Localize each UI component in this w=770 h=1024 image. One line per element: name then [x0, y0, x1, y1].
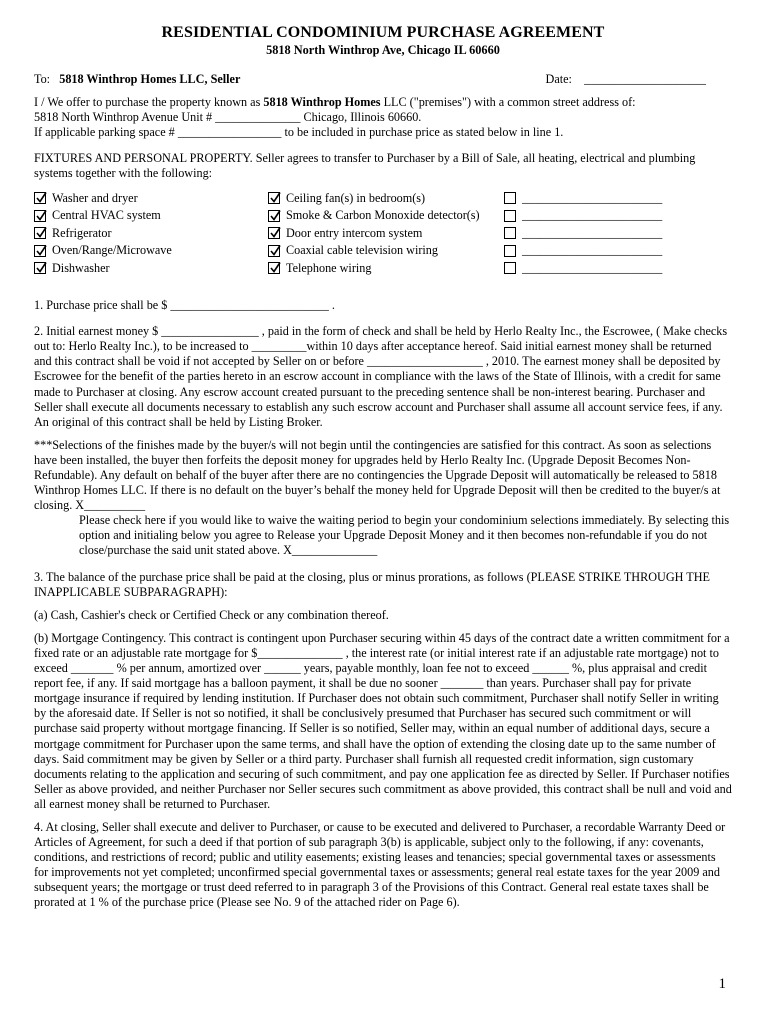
section-4-closing: 4. At closing, Seller shall execute and deliver to Purchaser, or cause to be executed and delivered to Purchaser, a recordable Warranty Deed or Articles of Agreement, for such a deed if that portion of sub paragraph 3(b) is applicable, subject only to the following, if any: covenants, conditions, and restrictions of record; public and utility easements; existing leases and tenancies; special governmental taxes or assessments for improvements not yet completed; unconfirmed special governmental taxes or assessments; general real estate taxes for the year 2009 and subsequent years; the mortgage or trust deed referred to in paragraph 3 of the Provisions of this Contract. General real estate taxes shall be prorated at 1 % of the purchase price (Please see No. 9 of the attached rider on Page 6). [34, 819, 726, 910]
fixture-col1-item[interactable]: Refrigerator [34, 226, 268, 242]
fixture-blank-item[interactable]: _______________________ [504, 243, 732, 259]
checked-checkbox-icon[interactable] [268, 227, 280, 239]
fixture-col1-item[interactable]: Central HVAC system [34, 208, 268, 224]
property-name: 5818 Winthrop Homes [263, 95, 381, 110]
offer-line-1: I / We offer to purchase the property known as 5818 Winthrop Homes LLC ("premises") with a common street address of: [34, 95, 636, 110]
offer-line-2[interactable]: 5818 North Winthrop Avenue Unit # ______________ Chicago, Illinois 60660. [34, 110, 422, 125]
checked-checkbox-icon[interactable] [34, 262, 46, 274]
section-3b-mortgage[interactable]: (b) Mortgage Contingency. This contract is contingent upon Purchaser securing within 45 days of the contract date a written commitment for a fixed rate or an adjustable rate mortgage for $______________ , the interest rate (or initial interest rate if an adjustable rate mortgage) not to exceed _______ % per annum, amortized over ______ years, payable monthly, loan fee not to exceed ______ %, plus appraisal and credit report fee, if any. If said mortgage has a balloon payment, it shall be due no sooner _______ than years. Purchaser shall pay for private mortgage insurance if required by lending institution. If Purchaser does not obtain such commitment, Purchaser shall notify Seller in writing by the aforesaid date. If Seller is not so notified, it shall be conclusively presumed that Purchaser has secured such commitment or will purchase said property without mortgage financing. If Seller is so notified, Seller may, within an equal number of additional days, secure a mortgage commitment for Purchaser upon the same terms, and shall have the option of extending the closing date up to the same number of days. Said commitment may be given by Seller or a third party. Purchaser shall furnish all requested credit information, sign customary documents relating to the application and securing of such commitment, and pay one application fee as directed by Seller. If Purchaser notifies Seller as above provided, and neither Purchaser nor Seller secures such commitment as above provided, this contract shall be null and void and all earnest money shall be returned to Purchaser. [34, 630, 732, 811]
section-1-purchase-price[interactable]: 1. Purchase price shall be $ __________________________ . [34, 298, 335, 313]
fixture-col1-item[interactable]: Dishwasher [34, 261, 268, 277]
checked-checkbox-icon[interactable] [268, 262, 280, 274]
fixture-col2-item[interactable]: Ceiling fan(s) in bedroom(s) [268, 191, 504, 207]
fixtures-heading: FIXTURES AND PERSONAL PROPERTY. Seller agrees to transfer to Purchaser by a Bill of Sale, all heating, electrical and plumbing systems together with the following: [34, 151, 696, 181]
page-number: 1 [718, 976, 726, 992]
empty-checkbox-icon[interactable] [504, 262, 516, 274]
property-address: 5818 North Winthrop Ave, Chicago IL 60660 [266, 43, 500, 57]
selections-clause[interactable]: ***Selections of the finishes made by the buyer/s will not begin until the contingencies are satisfied for this contract. As soon as selections have been installed, the buyer then forfeits the deposit money for upgrades held by Herlo Realty Inc. (Upgrade Deposit Becomes Non-Refundable). Any default on behalf of the buyer after there are no contingencies the Upgrade Deposit will automatically be released to 5818 Winthrop Homes LLC. If there is no default on the buyer’s behalf the money held for Upgrade Deposit will then be credited to the buyer/s at closing. X__________ [34, 437, 721, 513]
checked-checkbox-icon[interactable] [34, 192, 46, 204]
section-2-earnest-money[interactable]: 2. Initial earnest money $ ________________ , paid in the form of check and shall be held by Herlo Realty Inc., the Escrowee, ( Make checks out to: Herlo Realty Inc.), to be increased to _________within 10 days after acceptance hereof. Said initial earnest money shall be returned and this contract shall be void if not accepted by Seller on or before ___________________ , 2010. The earnest money shall be deposited by Escrowee for the benefit of the parties hereto in an escrow account in compliance with the laws of the State of Illinois, with a credit for same made to Purchaser at closing. Any escrow account created pursuant to the preceding sentence shall be non-interest bearing. Purchaser and Seller shall execute all documents necessary to establish any such escrow account and Purchaser shall assume all account service fees, if any. An original of this contract shall be held by Listing Broker. [34, 324, 728, 429]
fixture-blank-item[interactable]: _______________________ [504, 191, 732, 207]
seller-name: 5818 Winthrop Homes LLC, Seller [59, 72, 241, 86]
checked-checkbox-icon[interactable] [34, 227, 46, 239]
empty-checkbox-icon[interactable] [504, 210, 516, 222]
checked-checkbox-icon[interactable] [268, 245, 280, 257]
offer-line-3[interactable]: If applicable parking space # _________________ to be included in purchase price as stated below in line 1. [34, 125, 564, 140]
document-title: RESIDENTIAL CONDOMINIUM PURCHASE AGREEMENT [161, 24, 605, 41]
empty-checkbox-icon[interactable] [504, 245, 516, 257]
checked-checkbox-icon[interactable] [34, 210, 46, 222]
section-3-balance: 3. The balance of the purchase price shall be paid at the closing, plus or minus prorations, as follows (PLEASE STRIKE THROUGH THE INAPPLICABLE SUBPARAGRAPH): [34, 569, 710, 599]
checked-checkbox-icon[interactable] [268, 192, 280, 204]
fixture-blank-item[interactable]: _______________________ [504, 226, 732, 242]
parties-row [34, 72, 732, 87]
fixtures-checklist [34, 191, 732, 277]
agreement-page [34, 24, 732, 911]
section-3a-cash: (a) Cash, Cashier's check or Certified Check or any combination thereof. [34, 607, 389, 622]
fixture-blank-item[interactable]: _______________________ [504, 261, 732, 277]
waive-waiting-period-clause[interactable]: Please check here if you would like to waive the waiting period to begin your condominium selections immediately. By selecting this option and initialing below you agree to Release your Upgrade Deposit Money and it then becomes non-refundable if you do not close/purchase the said unit stated above. X______________ [79, 513, 730, 558]
date-label: Date: [545, 72, 572, 86]
checked-checkbox-icon[interactable] [34, 245, 46, 257]
empty-checkbox-icon[interactable] [504, 192, 516, 204]
fixture-col2-item[interactable]: Telephone wiring [268, 261, 504, 277]
date-blank[interactable]: ____________________ [584, 72, 706, 86]
date-line[interactable] [546, 72, 706, 87]
fixture-blank-item[interactable]: _______________________ [504, 208, 732, 224]
to-label: To: [34, 72, 51, 86]
empty-checkbox-icon[interactable] [504, 227, 516, 239]
checked-checkbox-icon[interactable] [268, 210, 280, 222]
seller-line [34, 72, 240, 87]
fixture-col2-item[interactable]: Coaxial cable television wiring [268, 243, 504, 259]
fixture-col1-item[interactable]: Oven/Range/Microwave [34, 243, 268, 259]
fixture-col1-item[interactable]: Washer and dryer [34, 191, 268, 207]
fixture-col2-item[interactable]: Door entry intercom system [268, 226, 504, 242]
fixture-col2-item[interactable]: Smoke & Carbon Monoxide detector(s) [268, 208, 504, 224]
